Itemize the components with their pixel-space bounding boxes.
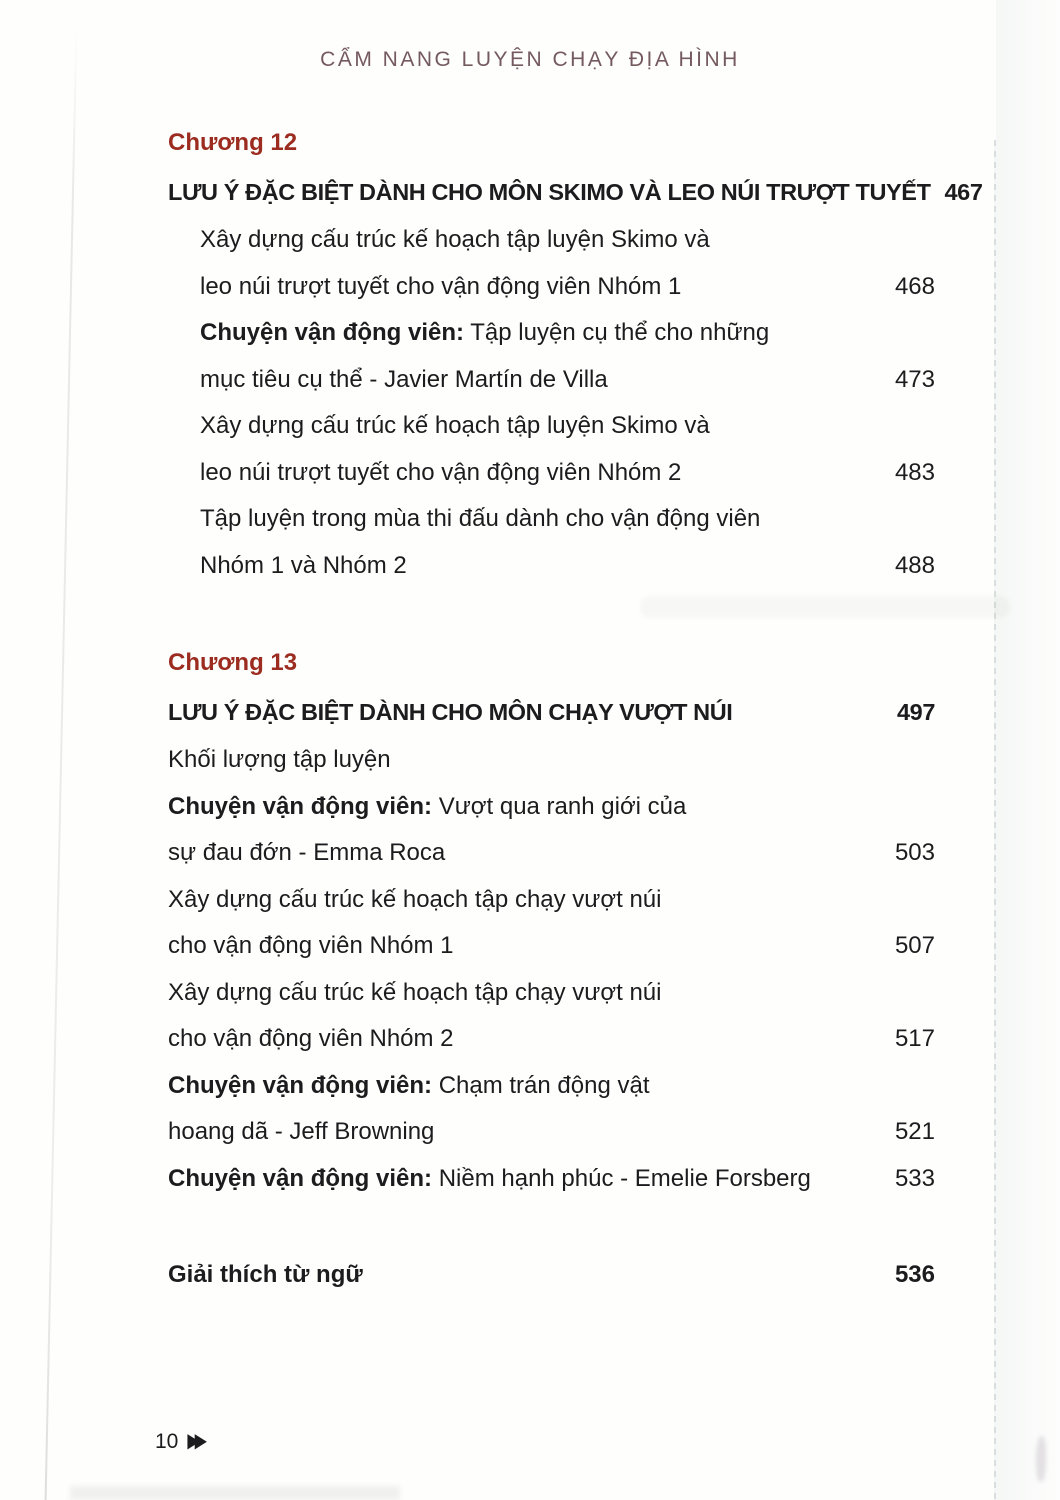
entry-page-number: 503 <box>894 839 935 866</box>
entry-text: leo núi trượt tuyết cho vận động viên Nhóm 2 <box>200 458 682 486</box>
chapter-12-label: Chương 12 <box>168 129 298 156</box>
entry-page-number: 468 <box>894 272 935 300</box>
chapter-13-page-number: 497 <box>896 699 935 725</box>
entry-page-number: 507 <box>894 932 935 959</box>
toc-entry-row <box>168 450 935 497</box>
chapter-13-title: LƯU Ý ĐẶC BIỆT DÀNH CHO MÔN CHẠY VƯỢT NÚI <box>168 699 733 725</box>
entry-text: Chạm trán động vật <box>432 1071 650 1099</box>
entry-text: leo núi trượt tuyết cho vận động viên Nhóm 1 <box>200 272 682 300</box>
footer-page-number: 10 <box>155 1430 179 1453</box>
toc-entry-row <box>168 543 935 590</box>
toc-entry-row <box>168 923 935 970</box>
entry-bold-prefix: Chuyện vận động viên: <box>200 319 465 346</box>
glossary-row <box>168 1252 935 1299</box>
entry-text: Khối lượng tập luyện <box>168 746 391 773</box>
toc-entry-row <box>168 970 935 1017</box>
double-arrow-icon: ▶▶ <box>187 1430 202 1452</box>
entry-text: Nhóm 1 và Nhóm 2 <box>200 551 407 579</box>
scan-smudge <box>70 1486 400 1500</box>
entry-text: Tập luyện trong mùa thi đấu dành cho vận động viên <box>200 505 761 532</box>
toc-entry-row <box>168 784 935 831</box>
toc-entry-row <box>168 1063 935 1110</box>
entry-text: mục tiêu cụ thể - Javier Martín de Villa <box>200 365 608 393</box>
toc-entry-row <box>168 1016 935 1063</box>
page-edge-shading <box>996 0 1060 1500</box>
entry-text: cho vận động viên Nhóm 2 <box>168 1025 454 1052</box>
entry-text: sự đau đớn - Emma Roca <box>168 839 446 866</box>
table-of-contents <box>168 119 983 1299</box>
entry-page-number: 533 <box>894 1164 935 1192</box>
entry-text: Niềm hạnh phúc - Emelie Forsberg <box>432 1164 811 1192</box>
toc-entry-row <box>168 1156 935 1203</box>
toc-entry-row <box>168 737 935 784</box>
entry-text: Tập luyện cụ thể cho những <box>464 319 770 346</box>
page-edge-line-left <box>45 28 78 1500</box>
glossary-title: Giải thích từ ngữ <box>168 1261 363 1288</box>
page-edge-line-right <box>994 140 996 1500</box>
toc-entry-row <box>168 1109 935 1156</box>
entry-page-number: 483 <box>894 458 935 486</box>
entry-text: hoang dã - Jeff Browning <box>168 1118 435 1145</box>
entry-text: Vượt qua ranh giới của <box>432 792 687 820</box>
entry-bold-prefix: Chuyện vận động viên: <box>168 1071 433 1099</box>
entry-text: Xây dựng cấu trúc kế hoạch tập luyện Skimo và <box>200 412 710 439</box>
page-curl-shadow <box>1036 1436 1046 1482</box>
toc-entry-row <box>168 830 935 877</box>
page-footer <box>155 1430 207 1454</box>
toc-entry-row <box>168 496 935 543</box>
entry-page-number: 488 <box>894 551 935 579</box>
toc-entry-row <box>168 264 935 311</box>
toc-entry-row <box>168 310 935 357</box>
chapter-12-title-row <box>168 167 983 217</box>
entry-text: cho vận động viên Nhóm 1 <box>168 932 454 959</box>
entry-page-number: 521 <box>894 1118 935 1145</box>
chapter-12-title: LƯU Ý ĐẶC BIỆT DÀNH CHO MÔN SKIMO VÀ LEO NÚI TRƯỢT TUYẾT <box>168 179 931 205</box>
entry-text: Xây dựng cấu trúc kế hoạch tập chạy vượt núi <box>168 978 662 1006</box>
entry-page-number: 473 <box>894 365 935 393</box>
toc-entry-row <box>168 217 935 264</box>
glossary-page-number: 536 <box>894 1261 935 1288</box>
running-head-title: CẨM NANG LUYỆN CHẠY ĐỊA HÌNH <box>320 48 740 71</box>
chapter-12-page-number: 467 <box>944 179 983 205</box>
entry-bold-prefix: Chuyện vận động viên: <box>168 792 433 820</box>
chapter-13-label: Chương 13 <box>168 649 298 676</box>
chapter-13-title-row <box>168 687 935 737</box>
entry-text: Xây dựng cấu trúc kế hoạch tập luyện Skimo và <box>200 226 710 253</box>
toc-entry-row <box>168 357 935 404</box>
entry-bold-prefix: Chuyện vận động viên: <box>168 1164 433 1192</box>
toc-entry-row <box>168 403 935 450</box>
toc-entry-row <box>168 877 935 924</box>
entry-text: Xây dựng cấu trúc kế hoạch tập chạy vượt núi <box>168 885 662 913</box>
entry-page-number: 517 <box>894 1025 935 1052</box>
